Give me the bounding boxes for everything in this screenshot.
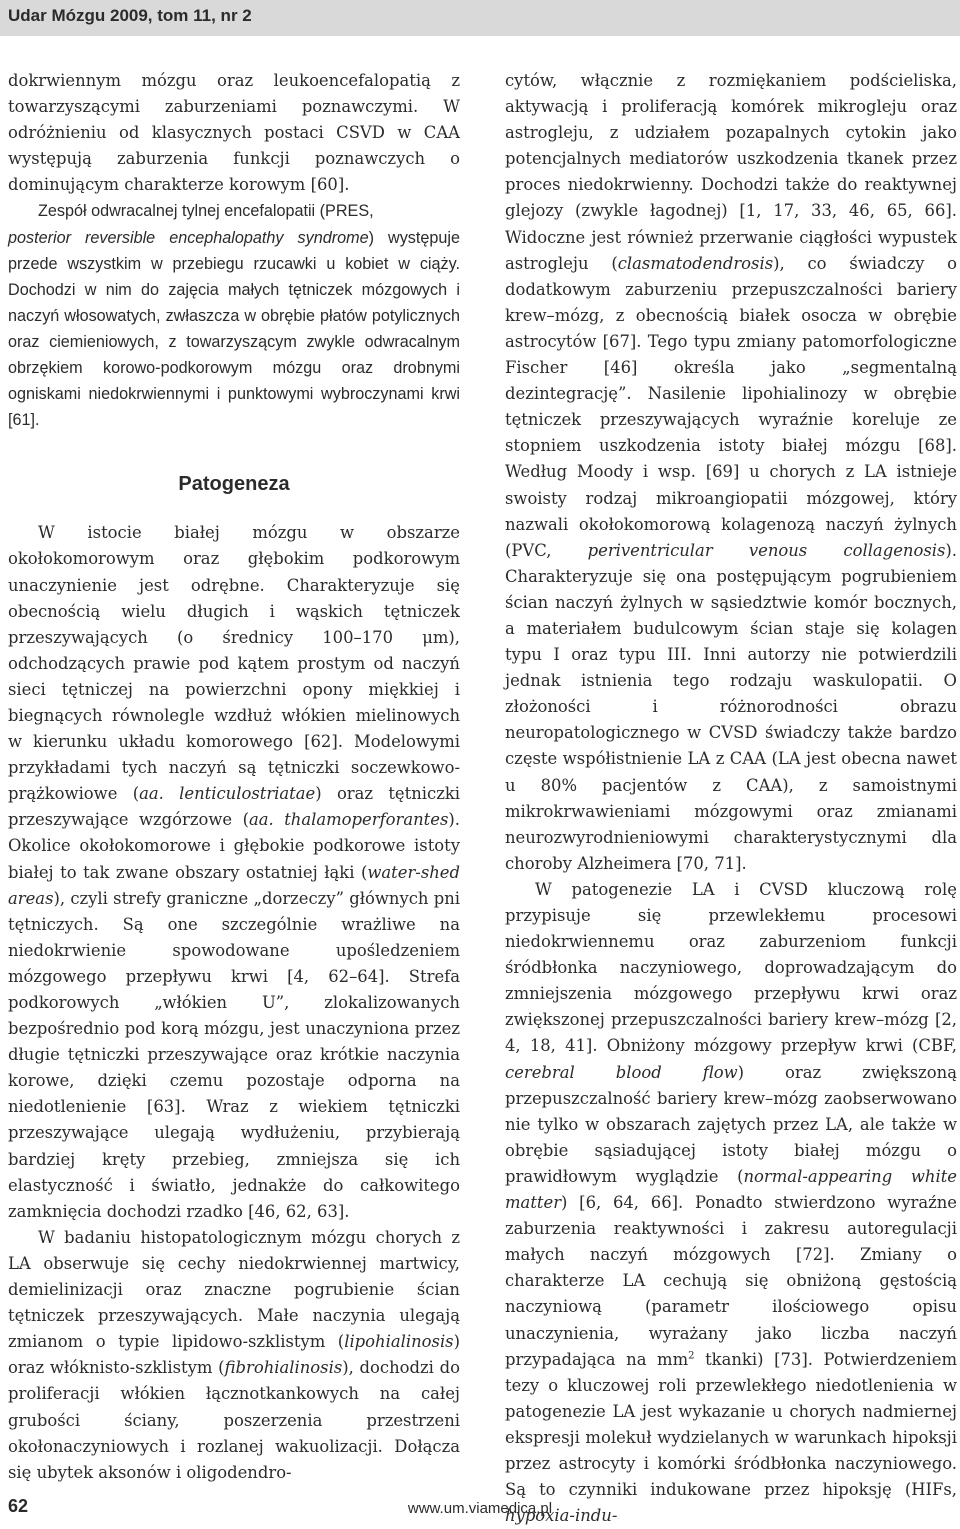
header-bar [0, 0, 960, 36]
section-heading: Patogeneza [178, 473, 290, 496]
right-column [505, 68, 957, 1529]
footer-url: www.um.viamedica.pl [407, 1500, 553, 1517]
left-column [8, 68, 460, 1486]
paragraph: cytów, włącznie z rozmiękaniem podścieliska, aktywacją i proliferacją komórek mikrogleju oraz astrogleju, z udziałem pozapalnych cytokin jako potencjalnych mediatorów uszkodzenia tkanek przez proces niedokrwienny. Dochodzi także do reaktywnej glejozy (zwykle łagodnej) [1, 17, 33, 46, 65, 66]. Widoczne jest również przerwanie ciągłości wypustek astrogleju (clasmatodendrosis), co świadczy o dodatkowym zaburzeniu przepuszczalności bariery krew–mózg, z obecnością białek osocza w obrębie astrocytów [67]. Tego typu zmiany patomorfologiczne Fischer [46] określa jako „segmentalną dezintegrację”. Nasilenie lipohialinozy w obrębie tętniczek przeszywających wyraźnie koreluje ze stopniem uszkodzenia istoty białej mózgu [68]. Według Moody i wsp. [69] u chorych z LA istnieje swoisty rodzaj mikroangiopatii mózgowej, który nazwali okołokomorową kolagenozą naczyń żylnych (PVC, periventricular venous collagenosis). Charakteryzuje się ona postępującym pogrubieniem ścian naczyń żylnych w sąsiedztwie komór bocznych, a materiałem budulcowym ścian staje się kolagen typu I oraz typu III. Inni autorzy nie potwierdzili jednak istnienia tego rodzaju waskulopatii. O złożoności i różnorodności obrazu neuropatologicznego w CVSD świadczy także bardzo częste współistnienie LA z CAA (LA jest obecna nawet u 80% pacjentów z CAA), z samoistnymi mikrokrwawieniami mózgowymi oraz zmianami neurozwyrodnieniowymi charakterystycznymi dla choroby Alzheimera [70, 71]. [505, 71, 957, 873]
journal-title: Udar Mózgu 2009, tom 11, nr 2 [8, 6, 252, 25]
paragraph-pres: Zespół odwracalnej tylnej encefalopatii (PRES, posterior reversible encephalopathy syndrome) występuje przede wszystkim w przebiegu rzucawki u kobiet w ciąży. Dochodzi w nim do zajęcia małych tętniczek mózgowych i naczyń włosowatych, zwłaszcza w obrębie płatów potylicznych oraz ciemieniowych, z towarzyszącym zwykle odwracalnym obrzękiem korowo-podkorowym mózgu oraz drobnymi ogniskami niedokrwiennymi i punktowymi wybroczynami krwi [61]. [8, 202, 461, 430]
paragraph: W istocie białej mózgu w obszarze okołokomorowym oraz głębokim podkorowym unaczynienie jest odrębne. Charakteryzuje się obecnością wielu długich i wąskich tętniczek przeszywających (o średnicy 100–170 μm), odchodzących prawie pod kątem prostym od naczyń sieci tętniczej na powierzchni opony miękkiej i biegnących równolegle wzdłuż włókien mielinowych w kierunku układu komorowego [62]. Modelowymi przykładami tych naczyń są tętniczki soczewkowo-prążkowiowe (aa. lenticulostriatae) oraz tętniczki przeszywające wzgórzowe (aa. thalamoperforantes). Okolice okołokomorowe i głębokie podkorowe istoty białej to tak zwane obszary ostatniej łąki (water-shed areas), czyli strefy graniczne „dorzeczy” głównych pni tętniczych. Są one szczególnie wrażliwe na niedokrwienie spowodowane upośledzeniem mózgowego przepływu krwi [4, 62–64]. Strefa podkorowych „włókien U”, zlokalizowanych bezpośrednio pod korą mózgu, jest unaczyniona przez długie tętniczki przeszywające oraz krótkie naczynia korowe, dzięki czemu pozostaje odporna na niedotlenienie [63]. Wraz z wiekiem tętniczki przeszywające ulegają wydłużeniu, przybierają bardziej kręty przebieg, zmniejsza się ich elastyczność i światło, jednakże do całkowitego zamknięcia dochodzi rzadko [46, 62, 63]. [8, 523, 461, 1221]
paragraph: W patogenezie LA i CVSD kluczową rolę przypisuje się przewlekłemu procesowi niedokrwiennemu oraz zaburzeniom funkcji śródbłonka naczyniowego, doprowadzającym do zmniejszenia mózgowego przepływu krwi oraz zwiększonej przepuszczalności bariery krew–mózg [2, 4, 18, 41]. Obniżony mózgowy przepływ krwi (CBF, cerebral blood flow) oraz zwiększoną przepuszczalność bariery krew–mózg zaobserwowano nie tylko w obszarach zajętych przez LA, ale także w obrębie sąsiadującej istoty białej mózgu o prawidłowym wyglądzie (normal-appearing white matter) [6, 64, 66]. Ponadto stwierdzono wyraźne zaburzenia reaktywności i zakresu autoregulacji małych naczyń mózgowych [72]. Zmiany o charakterze LA cechują się obniżoną gęstością naczyniową (parametr ilościowego opisu unaczynienia, wyrażany jako liczba naczyń przypadająca na $mm^2$ tkanki) [73]. Potwierdzeniem tezy o kluczowej roli przewlekłego niedotlenienia w patogenezie LA jest wykazanie u chorych nadmiernej ekspresji molekuł wydzielanych w warunkach hipoksji przez astrocyty i komórki śródbłonka naczyniowego. Są to czynniki indukowane przez hipoksję (HIFs, hypoxia-indu- [505, 879, 957, 1526]
paragraph: W badaniu histopatologicznym mózgu chorych z LA obserwuje się cechy niedokrwiennej martwicy, demielinizacji oraz znaczne pogrubienie ścian tętniczek przeszywających. Małe naczynia ulegają zmianom o typie lipidowo-szklistym (lipohialinosis) oraz włóknisto-szklistym (fibrohialinosis), dochodzi do proliferacji włókien łącznotkankowych na całej grubości ściany, poszerzenia przestrzeni okołonaczyniowych i rozlanej wakuolizacji. Dołącza się ubytek aksonów i oligodendro- [8, 1227, 460, 1482]
paragraph: dokrwiennym mózgu oraz leukoencefalopatią z towarzyszącymi zaburzeniami poznawczymi. W odróżnieniu od klasycznych postaci CSVD w CAA występują zaburzenia funkcji poznawczych o dominującym charakterze korowym [60]. [8, 71, 460, 195]
page-number: 62 [8, 1496, 29, 1516]
